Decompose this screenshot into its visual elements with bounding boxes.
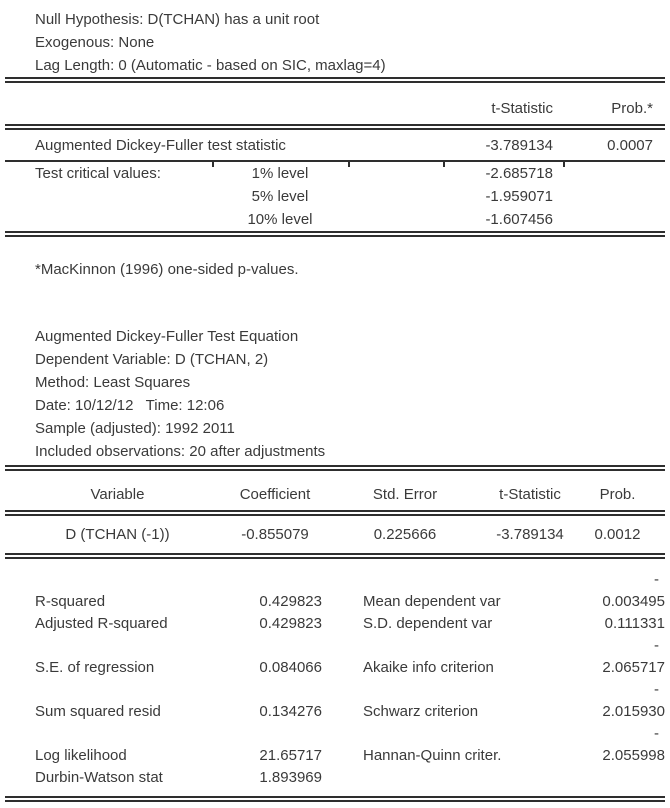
wrapped-minus-sign: - xyxy=(654,681,659,698)
stat-label: Sum squared resid xyxy=(35,703,161,720)
stats-row xyxy=(5,613,665,635)
equation-info-block xyxy=(5,325,665,463)
stat-value: 0.084066 xyxy=(259,659,322,676)
col-header-std-error: Std. Error xyxy=(372,486,438,503)
adf-statistic-prob: 0.0007 xyxy=(607,136,653,154)
col-header-variable: Variable xyxy=(90,486,145,503)
double-rule xyxy=(5,553,665,559)
stat-value: 2.055998 xyxy=(602,747,665,764)
adf-statistic-label: Augmented Dickey-Fuller test statistic xyxy=(35,136,286,154)
critical-value: -2.685718 xyxy=(485,165,553,182)
critical-level: 10% level xyxy=(247,211,313,228)
critical-value: -1.959071 xyxy=(485,188,553,205)
summary-statistics-block xyxy=(5,569,665,789)
stat-label: Durbin-Watson stat xyxy=(35,769,163,786)
col-header-coefficient: Coefficient xyxy=(239,486,311,503)
stat-label: S.E. of regression xyxy=(35,659,155,676)
critical-value: -1.607456 xyxy=(485,211,553,228)
critical-values-label: Test critical values: xyxy=(35,165,161,182)
stats-row xyxy=(5,635,665,657)
col-header-prob: Prob. xyxy=(599,486,636,503)
stats-row xyxy=(5,723,665,745)
critical-level: 5% level xyxy=(251,188,309,205)
column-tick xyxy=(563,162,565,167)
wrapped-minus-sign: - xyxy=(654,725,659,742)
critical-value-row xyxy=(5,162,665,185)
column-tick xyxy=(348,162,350,167)
double-rule xyxy=(5,796,665,802)
stat-label: Akaike info criterion xyxy=(363,659,494,676)
critical-level: 1% level xyxy=(251,165,309,182)
prob-value: 0.0012 xyxy=(594,526,641,543)
stat-value: 2.065717 xyxy=(602,659,665,676)
date-time-line: Date: 10/12/12 Time: 12:06 xyxy=(35,397,225,414)
critical-value-row xyxy=(5,208,665,231)
tstat-value: -3.789134 xyxy=(496,526,564,543)
stat-value: 1.893969 xyxy=(259,769,322,786)
stat-value: 2.015930 xyxy=(602,703,665,720)
stat-label: Mean dependent var xyxy=(363,593,501,610)
stat-label: Adjusted R-squared xyxy=(35,615,168,632)
stat-label: S.D. dependent var xyxy=(363,615,493,632)
col-header-tstat: t-Statistic xyxy=(499,486,561,503)
stats-row xyxy=(5,679,665,701)
stats-row xyxy=(5,745,665,767)
stats-row xyxy=(5,569,665,591)
stats-row xyxy=(5,657,665,679)
regression-header-row xyxy=(5,471,665,510)
stat-value: 0.429823 xyxy=(259,615,322,632)
stats-row xyxy=(5,767,665,789)
std-error-value: 0.225666 xyxy=(373,526,437,543)
stat-value: 21.65717 xyxy=(259,747,322,764)
sample-line: Sample (adjusted): 1992 2011 xyxy=(35,420,235,437)
regression-data-row xyxy=(5,516,665,553)
stat-label: Log likelihood xyxy=(35,747,127,764)
mackinnon-footnote: *MacKinnon (1996) one-sided p-values. xyxy=(35,261,299,278)
column-tick xyxy=(443,162,445,167)
method-line: Method: Least Squares xyxy=(35,374,191,391)
stat-value: 0.111331 xyxy=(604,615,665,632)
adf-statistic-tstat: -3.789134 xyxy=(485,136,553,154)
adf-col-header-tstat: t-Statistic xyxy=(491,100,553,117)
stat-label: R-squared xyxy=(35,593,106,610)
adf-col-header-prob: Prob.* xyxy=(611,100,653,117)
regressor-name: D (TCHAN (-1)) xyxy=(65,526,170,543)
stat-value: 0.134276 xyxy=(259,703,322,720)
wrapped-minus-sign: - xyxy=(654,571,659,588)
equation-title-line: Augmented Dickey-Fuller Test Equation xyxy=(35,328,299,345)
critical-value-row xyxy=(5,185,665,208)
exogenous-line: Exogenous: None xyxy=(35,34,155,51)
adf-table-header-row xyxy=(5,83,665,124)
adf-statistic-row xyxy=(5,130,665,160)
stat-value: 0.003495 xyxy=(602,593,665,610)
hypothesis-block xyxy=(5,8,665,77)
single-rule xyxy=(5,160,665,162)
wrapped-minus-sign: - xyxy=(654,637,659,654)
dependent-variable-line: Dependent Variable: D (TCHAN, 2) xyxy=(35,351,269,368)
column-tick xyxy=(212,162,214,167)
stat-value: 0.429823 xyxy=(259,593,322,610)
stats-row xyxy=(5,701,665,723)
double-rule xyxy=(5,231,665,237)
stat-label: Schwarz criterion xyxy=(363,703,479,720)
stats-row xyxy=(5,591,665,613)
observations-line: Included observations: 20 after adjustments xyxy=(35,443,326,460)
stat-label: Hannan-Quinn criter. xyxy=(363,747,502,764)
null-hypothesis-line: Null Hypothesis: D(TCHAN) has a unit root xyxy=(35,11,320,28)
lag-length-line: Lag Length: 0 (Automatic - based on SIC, maxlag=4) xyxy=(35,57,386,74)
coefficient-value: -0.855079 xyxy=(241,526,309,543)
